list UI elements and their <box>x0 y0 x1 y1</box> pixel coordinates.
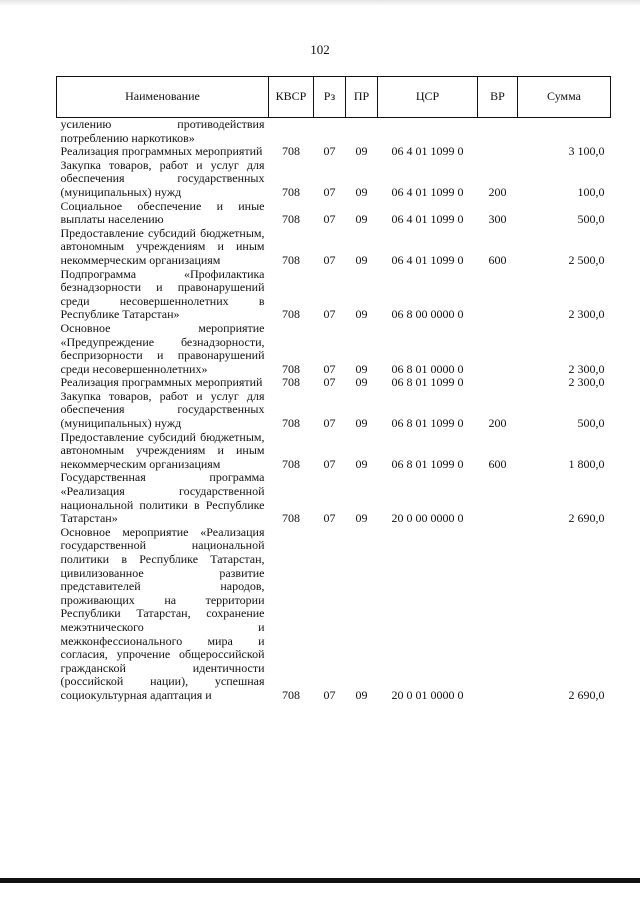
table-row <box>57 227 611 268</box>
cell-rz: 07 <box>323 361 336 376</box>
cell-rz: 07 <box>323 375 336 390</box>
cell-csr <box>378 118 478 146</box>
cell-pr: 09 <box>355 361 368 376</box>
cell-rz: 07 <box>323 416 336 431</box>
cell-sum: 100,0 <box>577 184 605 199</box>
cell-csr: 06 4 01 1099 0 <box>391 144 464 159</box>
table-row <box>57 376 611 390</box>
table-row <box>57 390 611 431</box>
cell-rz: 07 <box>323 212 336 227</box>
cell-name: Социальное обеспечение и иные выплаты населению <box>60 198 265 227</box>
cell-kvsr: 708 <box>282 252 300 267</box>
cell-rz <box>314 118 346 146</box>
cell-csr: 06 4 01 1099 0 <box>391 212 464 227</box>
cell-csr: 06 8 01 1099 0 <box>391 375 464 390</box>
header-name: Наименование <box>57 77 269 118</box>
cell-rz: 07 <box>323 144 336 159</box>
table-row <box>57 526 611 703</box>
cell-csr: 06 8 01 1099 0 <box>391 456 464 471</box>
cell-pr: 09 <box>355 687 368 702</box>
cell-pr: 09 <box>355 456 368 471</box>
table-row <box>57 118 611 146</box>
cell-pr: 09 <box>355 375 368 390</box>
cell-name: Реализация программных мероприятий <box>60 375 263 390</box>
cell-pr: 09 <box>355 144 368 159</box>
cell-vr <box>478 145 518 159</box>
cell-vr <box>478 118 518 146</box>
cell-rz: 07 <box>323 184 336 199</box>
cell-csr: 06 4 01 1099 0 <box>391 252 464 267</box>
cell-pr: 09 <box>355 252 368 267</box>
cell-vr: 300 <box>488 212 507 227</box>
cell-kvsr: 708 <box>282 456 300 471</box>
table-row <box>57 145 611 159</box>
cell-pr: 09 <box>355 511 368 526</box>
cell-vr <box>478 471 518 525</box>
cell-sum: 2 690,0 <box>568 511 605 526</box>
cell-sum: 3 100,0 <box>568 144 605 159</box>
header-sum: Сумма <box>518 77 611 118</box>
cell-pr: 09 <box>355 416 368 431</box>
cell-name: Закупка товаров, работ и услуг для обеспечения государственных (муниципальных) нужд <box>60 157 265 199</box>
cell-sum <box>518 118 611 146</box>
table-row <box>57 268 611 322</box>
cell-vr: 200 <box>488 416 507 431</box>
cell-kvsr: 708 <box>282 144 300 159</box>
cell-pr: 09 <box>355 184 368 199</box>
cell-sum: 2 500,0 <box>568 252 605 267</box>
cell-kvsr: 708 <box>282 375 300 390</box>
cell-csr: 06 8 01 0000 0 <box>391 361 464 376</box>
cell-kvsr: 708 <box>282 511 300 526</box>
cell-rz: 07 <box>323 252 336 267</box>
cell-kvsr: 708 <box>282 416 300 431</box>
table-row <box>57 322 611 376</box>
header-csr: ЦСР <box>378 77 478 118</box>
cell-vr <box>478 526 518 703</box>
cell-name: Предоставление субсидий бюджетным, автономным учреждениям и иным некоммерческим организациям <box>60 225 265 267</box>
cell-sum: 1 800,0 <box>568 456 605 471</box>
cell-pr: 09 <box>355 212 368 227</box>
cell-name: Предоставление субсидий бюджетным, автономным учреждениям и иным некоммерческим организациям <box>60 429 265 471</box>
cell-pr: 09 <box>355 307 368 322</box>
cell-rz: 07 <box>323 511 336 526</box>
cell-sum: 2 300,0 <box>568 361 605 376</box>
cell-vr <box>478 268 518 322</box>
cell-kvsr: 708 <box>282 687 300 702</box>
cell-kvsr <box>269 118 314 146</box>
cell-kvsr: 708 <box>282 184 300 199</box>
header-rz: Рз <box>314 77 346 118</box>
cell-name: Основное мероприятие «Предупреждение безнадзорности, беспризорности и правонарушений среди несовершеннолетних» <box>60 320 265 376</box>
cell-sum: 2 300,0 <box>568 307 605 322</box>
scan-bottom-rule <box>0 878 640 883</box>
cell-sum: 2 300,0 <box>568 375 605 390</box>
table-row <box>57 431 611 472</box>
table-row <box>57 200 611 227</box>
table-row <box>57 471 611 525</box>
table-header-row <box>57 77 611 118</box>
cell-name: Реализация программных мероприятий <box>60 144 263 159</box>
cell-kvsr: 708 <box>282 361 300 376</box>
cell-rz: 07 <box>323 456 336 471</box>
cell-name: Государственная программа «Реализация государственной национальной политики в Республике Татарстан» <box>60 470 265 526</box>
cell-vr: 600 <box>488 456 507 471</box>
cell-kvsr: 708 <box>282 307 300 322</box>
cell-csr: 06 8 00 0000 0 <box>391 307 464 322</box>
cell-vr <box>478 322 518 376</box>
cell-pr <box>346 118 378 146</box>
scan-top-edge <box>0 0 640 6</box>
cell-name: Основное мероприятие «Реализация государственной национальной политики в Республике Татарстан, цивилизованное развитие представителей народов, проживающих на территории Республики Татарстан, сохранение межэтнического и межконфессионального мира и согласия, упрочение общероссийской гражданской идентичности (российской нации), успешная социокультурная адаптация и <box>60 524 265 702</box>
cell-csr: 20 0 00 0000 0 <box>391 511 464 526</box>
cell-name: Закупка товаров, работ и услуг для обеспечения государственных (муниципальных) нужд <box>60 388 265 431</box>
cell-sum: 2 690,0 <box>568 687 605 702</box>
table-row <box>57 159 611 200</box>
cell-vr <box>478 376 518 390</box>
cell-name: Подпрограмма «Профилактика безнадзорности и правонарушений среди несовершеннолетних в Республике Татарстан» <box>60 266 265 322</box>
cell-csr: 20 0 01 0000 0 <box>391 687 464 702</box>
header-kvsr: КВСР <box>269 77 314 118</box>
cell-name: усилению противодействия потреблению наркотиков» <box>60 117 265 145</box>
cell-rz: 07 <box>323 687 336 702</box>
cell-sum: 500,0 <box>577 212 605 227</box>
header-pr: ПР <box>346 77 378 118</box>
cell-vr: 600 <box>488 252 507 267</box>
cell-sum: 500,0 <box>577 416 605 431</box>
header-vr: ВР <box>478 77 518 118</box>
cell-rz: 07 <box>323 307 336 322</box>
cell-vr: 200 <box>488 184 507 199</box>
budget-table <box>56 76 611 703</box>
page-number: 102 <box>310 42 330 57</box>
cell-kvsr: 708 <box>282 212 300 227</box>
cell-csr: 06 8 01 1099 0 <box>391 416 464 431</box>
cell-csr: 06 4 01 1099 0 <box>391 184 464 199</box>
